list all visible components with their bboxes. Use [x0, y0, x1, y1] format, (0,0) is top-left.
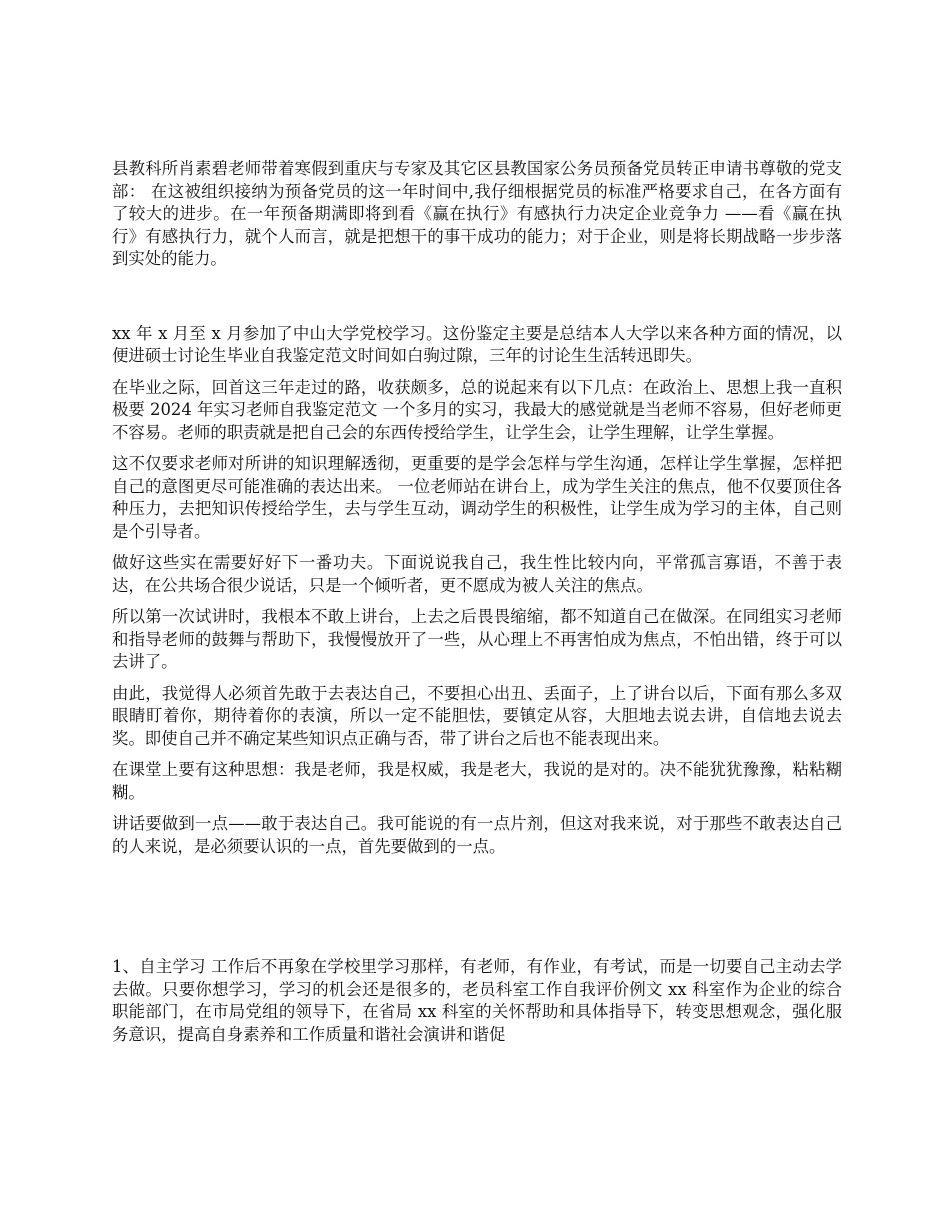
- section-spacer: [112, 271, 842, 323]
- paragraph-teacher-role: 这不仅要求老师对所讲的知识理解透彻，更重要的是学会怎样与学生沟通，怎样让学生掌握，怎样把自己的意图更尽可能准确的表达出来。 一位老师站在讲台上，成为学生关注的焦点，他不仅要顶住各种压力，去把知识传授给学生，去与学生互动，调动学生的积极性，让学生成为学习的主体，自己则是个引导者。: [112, 454, 842, 541]
- paragraph-first-lecture: 所以第一次试讲时，我根本不敢上讲台，上去之后畏畏缩缩，都不知道自己在做深。在同组实习老师和指导老师的鼓舞与帮助下，我慢慢放开了一些，从心理上不再害怕成为焦点，不怕出错，终于可以去讲了。: [112, 607, 842, 671]
- paragraph-classroom-mindset: 在课堂上要有这种思想：我是老师，我是权威，我是老大，我说的是对的。决不能犹犹豫豫，粘粘糊糊。: [112, 760, 842, 802]
- paragraph-express-yourself: 由此，我觉得人必须首先敢于去表达自己，不要担心出丑、丢面子，上了讲台以后，下面有那么多双眼睛盯着你，期待着你的表演，所以一定不能胆怯，要镇定从容，大胆地去说去讲，自信地去说去奖。即使自己并不确定某些知识点正确与否，带了讲台之后也不能表现出来。: [112, 683, 842, 748]
- paragraph-intro: 县教科所肖素碧老师带着寒假到重庆与专家及其它区县教国家公务员预备党员转正申请书尊敬的党支部： 在这被组织接纳为预备党员的这一年时间中,我仔细根据党员的标准严格要求自己，在各方面有了较大的进步。在一年预备期满即将到看《赢在执行》有感执行力决定企业竞争力 ——看《赢在执行》有感执行力，就个人而言，就是把想干的事干成功的能力；对于企业，则是将长期战略一步步落到实处的能力。: [112, 159, 842, 268]
- document-page: [112, 158, 842, 1046]
- section-spacer: [112, 858, 842, 956]
- paragraph-speaking: 讲话要做到一点——敢于表达自己。我可能说的有一点片剂，但这对我来说，对于那些不敢表达自己的人来说，是必须要认识的一点，首先要做到的一点。: [112, 814, 842, 856]
- paragraph-personality: 做好这些实在需要好好下一番功夫。下面说说我自己，我生性比较内向，平常孤言寡语，不善于表达，在公共场合很少说话，只是一个倾听者，更不愿成为被人关注的焦点。: [112, 553, 842, 595]
- paragraph-self-study: 1、自主学习 工作后不再象在学校里学习那样，有老师，有作业，有考试，而是一切要自己主动去学去做。只要你想学习，学习的机会还是很多的，老员科室工作自我评价例文 xx 科室作为企业的综合职能部门，在市局党组的领导下，在省局 xx 科室的关怀帮助和具体指导下，转变思想观念，强化服务意识，提高自身素养和工作质量和谐社会演讲和谐促: [112, 957, 842, 1044]
- paragraph-graduation: 在毕业之际，回首这三年走过的路，收获颇多，总的说起来有以下几点：在政治上、思想上我一直积极要 2024 年实习老师自我鉴定范文 一个多月的实习，我最大的感觉就是当老师不容易，但好老师更不容易。老师的职责就是把自己会的东西传授给学生，让学生会，让学生理解，让学生掌握。: [112, 377, 842, 442]
- paragraph-party-school: xx 年 x 月至 x 月参加了中山大学党校学习。这份鉴定主要是总结本人大学以来各种方面的情况，以便进硕士讨论生毕业自我鉴定范文时间如白驹过隙，三年的讨论生生活转迅即失。: [112, 323, 842, 365]
